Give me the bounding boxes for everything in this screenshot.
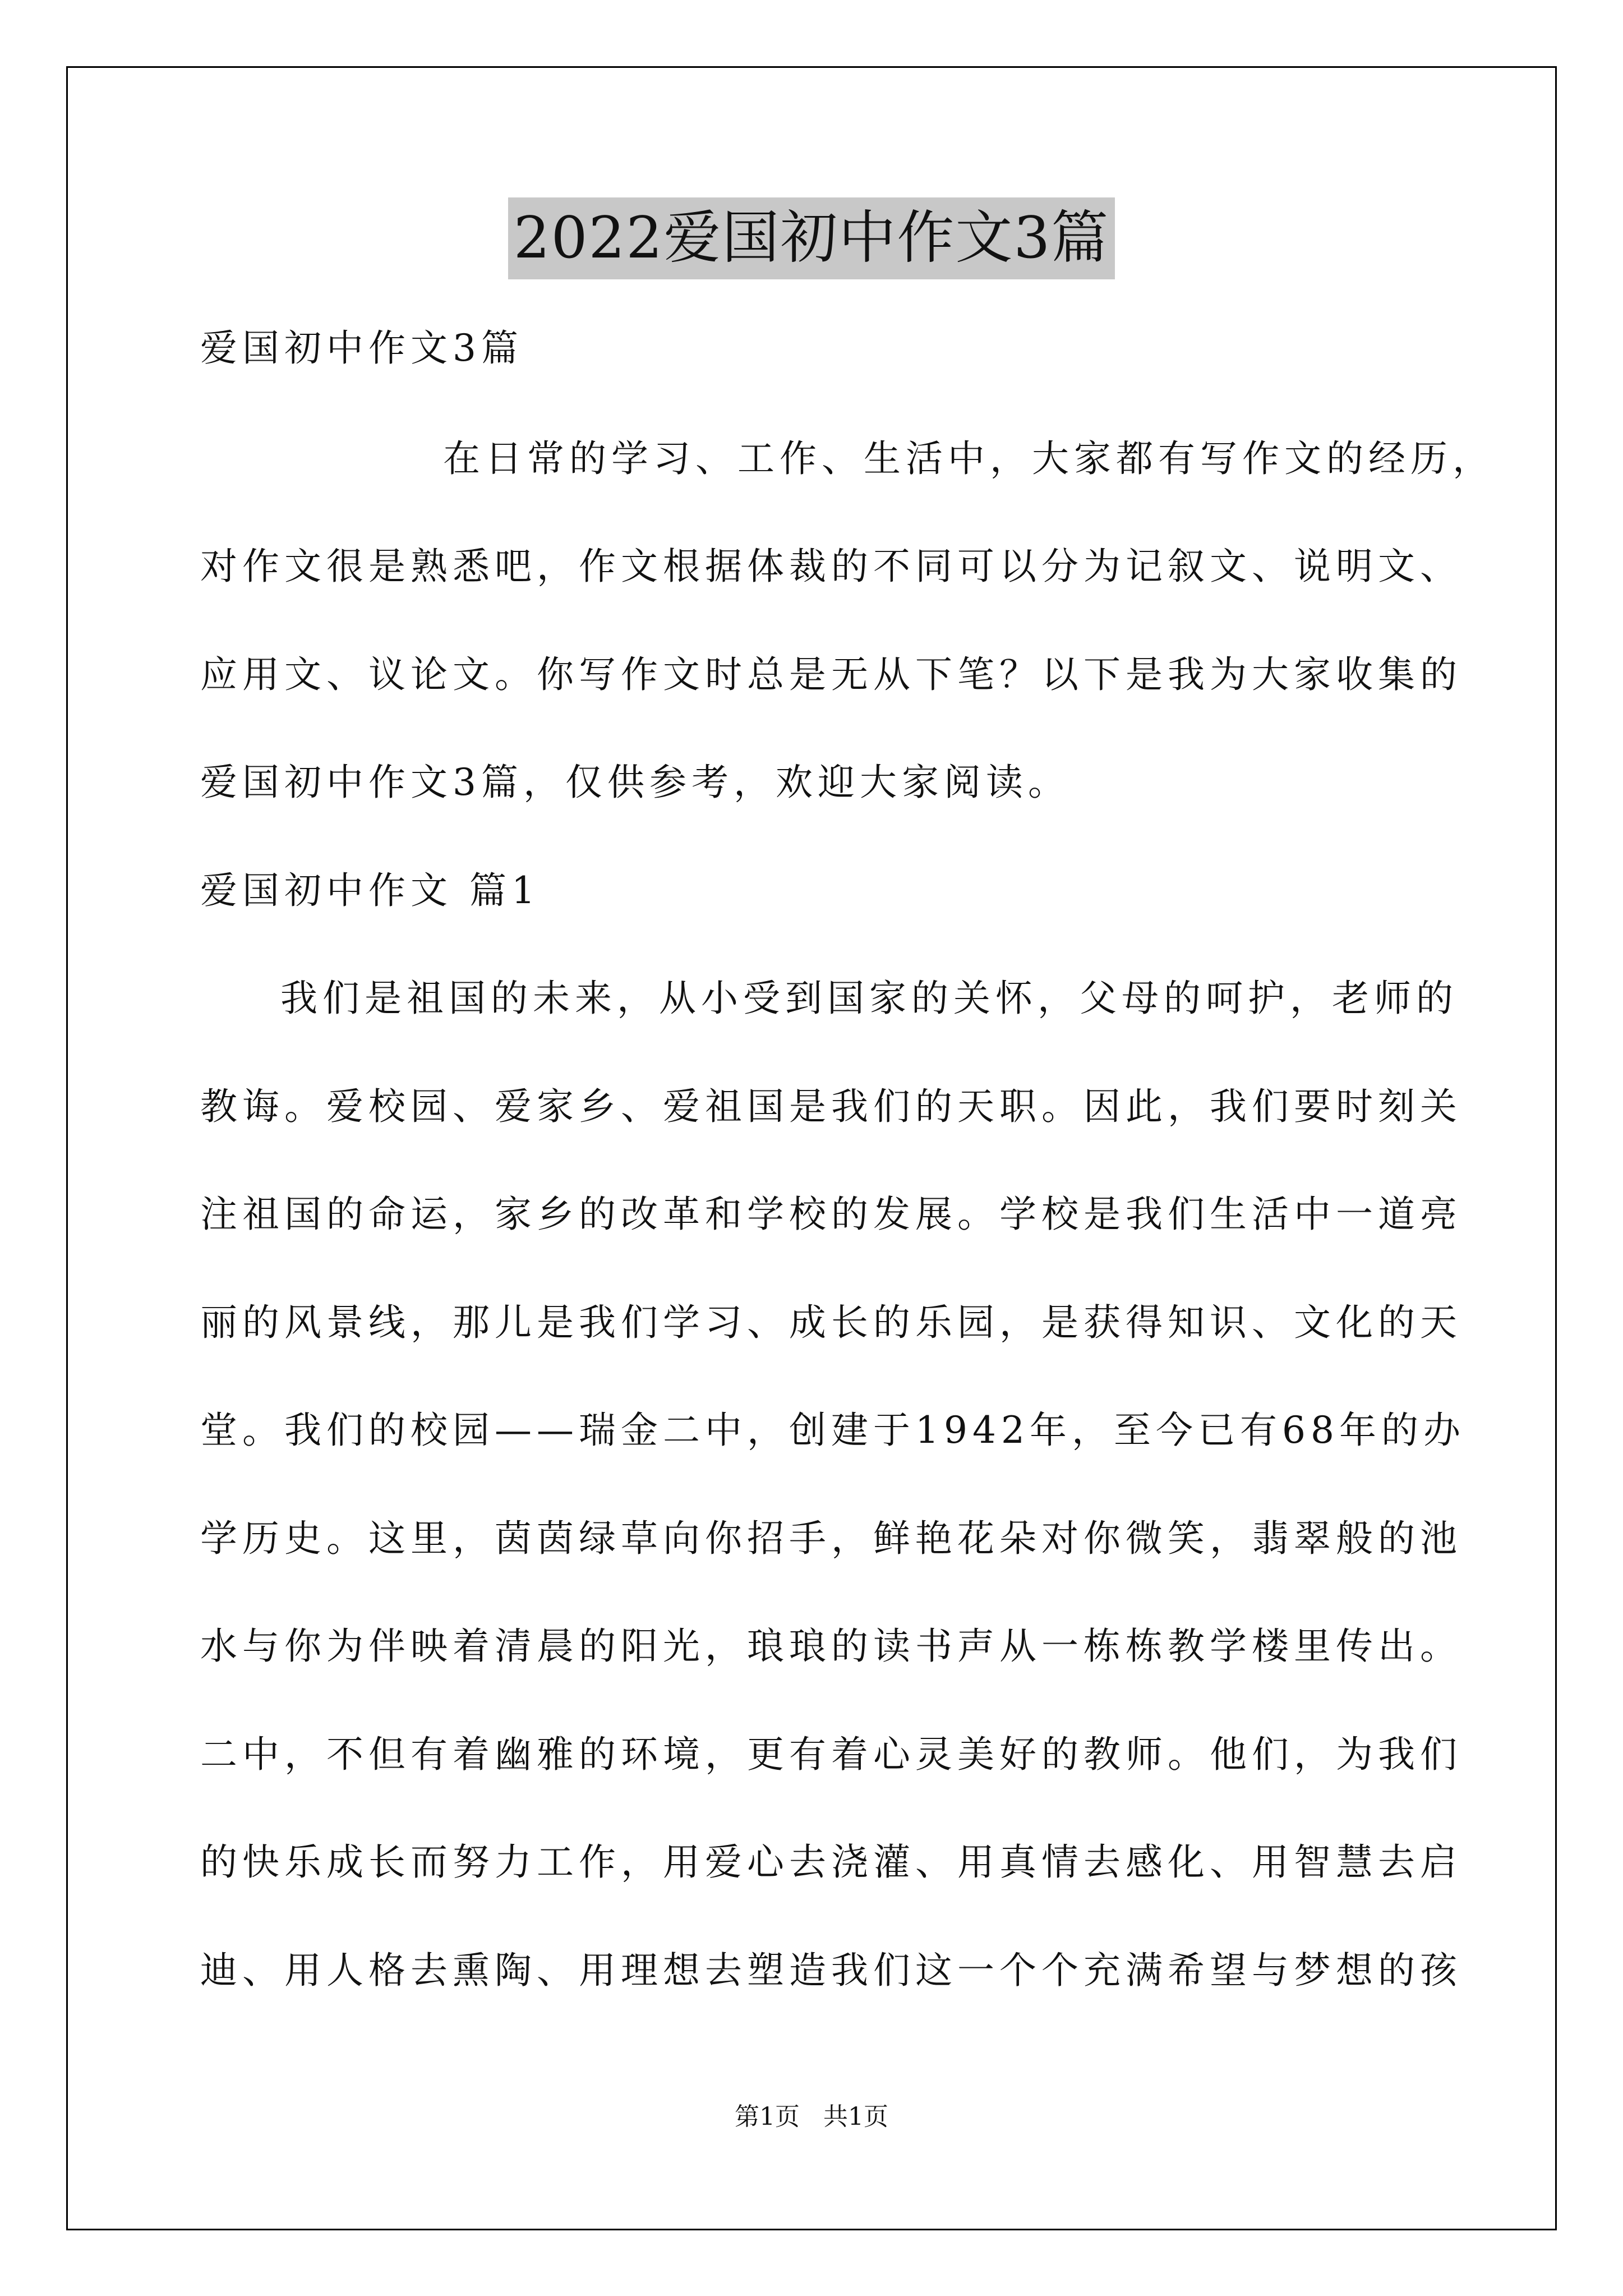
body-line: 二中，不但有着幽雅的环境，更有着心灵美好的教师。他们，为我们 bbox=[200, 1733, 1462, 1776]
body-line: 注祖国的命运，家乡的改革和学校的发展。学校是我们生活中一道亮 bbox=[200, 1193, 1462, 1236]
intro-line: 爱国初中作文3篇，仅供参考，欢迎大家阅读。 bbox=[200, 761, 1070, 804]
page-border bbox=[66, 66, 1557, 2230]
section-heading: 爱国初中作文 篇1 bbox=[200, 869, 540, 912]
intro-line: 应用文、议论文。你写作文时总是无从下笔？以下是我为大家收集的 bbox=[200, 653, 1462, 696]
body-line: 教诲。爱校园、爱家乡、爱祖国是我们的天职。因此，我们要时刻关 bbox=[200, 1085, 1462, 1128]
body-line: 丽的风景线，那儿是我们学习、成长的乐园，是获得知识、文化的天 bbox=[200, 1301, 1462, 1344]
intro-line: 在日常的学习、工作、生活中，大家都有写作文的经历， bbox=[443, 437, 1495, 480]
intro-line: 对作文很是熟悉吧，作文根据体裁的不同可以分为记叙文、说明文、 bbox=[200, 545, 1462, 588]
body-line: 堂。我们的校园——瑞金二中，创建于1942年，至今已有68年的办 bbox=[200, 1409, 1465, 1452]
page-footer: 第1页 共1页 bbox=[735, 2102, 888, 2131]
title-wrapper bbox=[0, 197, 1623, 279]
body-line: 我们是祖国的未来，从小受到国家的关怀，父母的呵护，老师的 bbox=[280, 977, 1458, 1020]
document-title: 2022爱国初中作文3篇 bbox=[508, 197, 1115, 279]
document-subtitle: 爱国初中作文3篇 bbox=[200, 326, 523, 370]
body-line: 学历史。这里，茵茵绿草向你招手，鲜艳花朵对你微笑，翡翠般的池 bbox=[200, 1517, 1462, 1560]
body-line: 的快乐成长而努力工作，用爱心去浇灌、用真情去感化、用智慧去启 bbox=[200, 1841, 1462, 1884]
body-line: 水与你为伴映着清晨的阳光，琅琅的读书声从一栋栋教学楼里传出。 bbox=[200, 1625, 1462, 1668]
body-line: 迪、用人格去熏陶、用理想去塑造我们这一个个充满希望与梦想的孩 bbox=[200, 1949, 1462, 1992]
